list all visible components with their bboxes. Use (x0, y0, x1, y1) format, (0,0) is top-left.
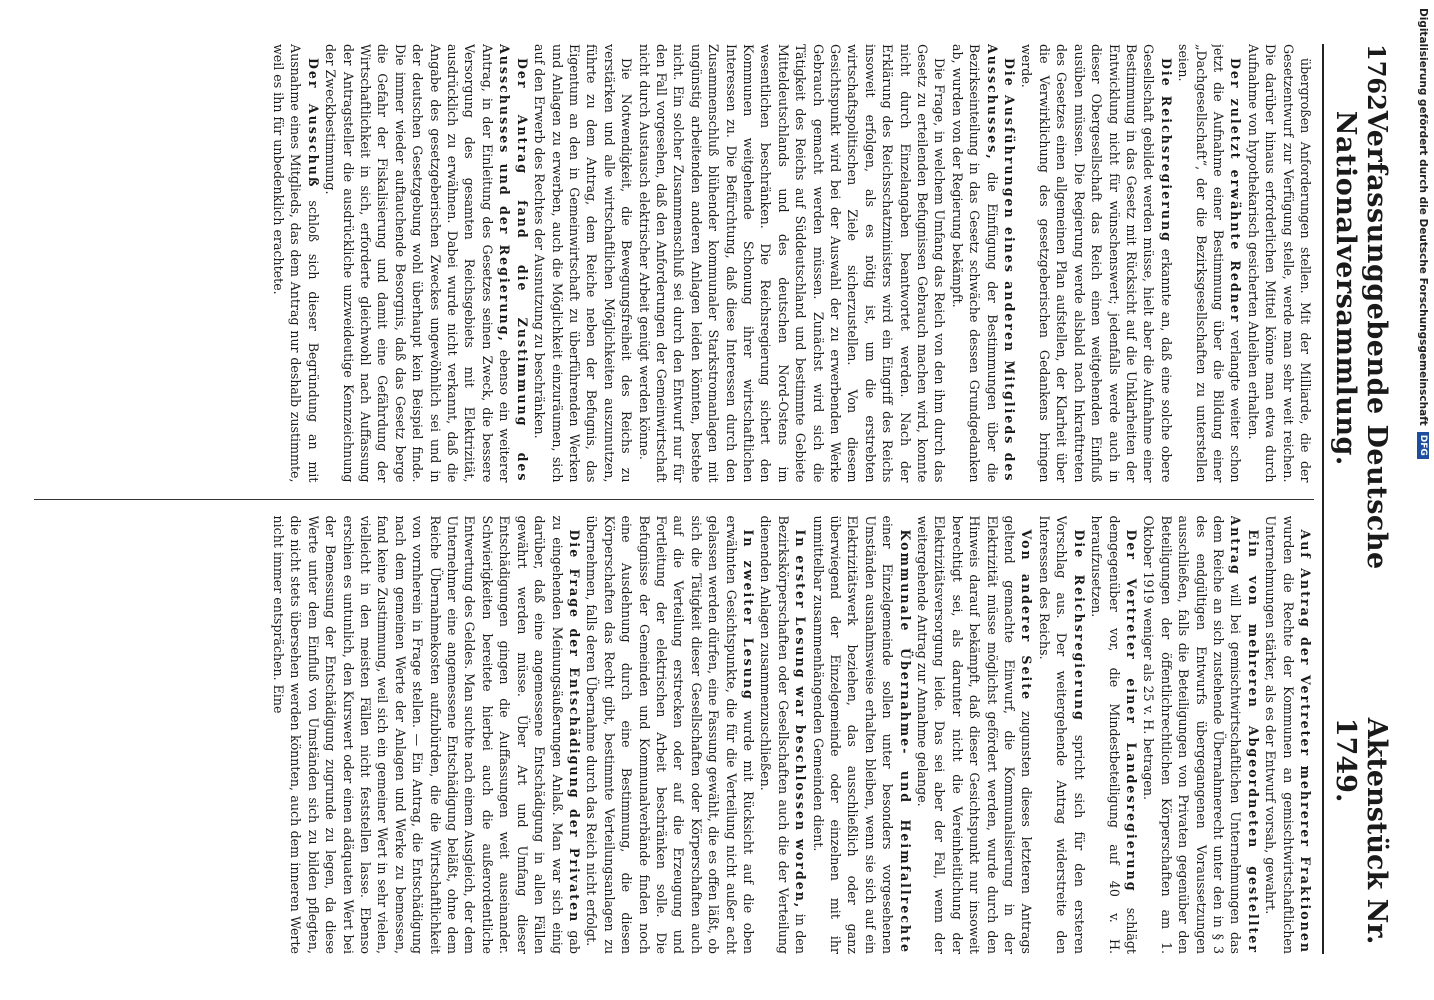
spaced-lead-in: Der zuletzt erwähnte Redner (1228, 58, 1244, 324)
paragraph (270, 44, 322, 483)
paragraph (583, 516, 757, 955)
spaced-lead-in: In zweiter Lesung (741, 529, 756, 701)
running-head-title: Verfassunggebende Deutsche Nationalversammlung. (1330, 110, 1392, 570)
paragraph (270, 516, 583, 955)
paragraph (809, 516, 913, 955)
paragraph (1018, 44, 1175, 483)
spaced-lead-in: Der Vertreter einer Landesregierung (1123, 529, 1139, 893)
spaced-lead-in: Ein von mehreren Abgeordneten gestellter Antrag (1228, 515, 1261, 954)
spaced-lead-in: Der Antrag fand die Zustimmung des Ausschusses und der Regierung, (497, 44, 530, 483)
paragraph-text: verlangte weiter schon jetzt die Aufnahme einer Bestimmung über die Bildung einer „Dachgesellschaft“, der die Bezirksgesellschaften zu unterstellen seien. (1176, 44, 1244, 483)
paragraph-text: gab zu eingehenden Meinungsäußerungen Anlaß. Man war sich einig darüber, daß eine angemessene Entschädigung in allen Fällen gewährt werden müsse. Über Art und Umfang dieser Entschädigungen gingen die Auffassungen weit auseinander. Schwierigkeiten bereitete hierbei auch die außerordentliche Entwertung des Geldes. Man suchte nach einem Ausgleich, der dem Unternehmer eine angemessene Entschädigung beläßt, ohne dem Reiche Übernahmekosten aufzubürden, die die Wirtschaftlichkeit von vornherein in Frage stellen. — Ein Antrag, die Entschädigung nach dem gemeinen Werte der Anlagen und Werke zu bemessen, fand keine Zustimmung, weil sich ein gemeiner Wert in sehr vielen, vielleicht in den meisten Fällen nicht feststellen lasse. Ebenso erschien es untunlich, den Kurswert oder einen adäquaten Wert bei der Bemessung der Entschädigung zugrunde zu legen, da diese Werte unter dem Einfluß von Umständen sich zu bilden pflegten, die nicht stets übersehen werden könnten, auch dem inneren Werte nicht immer entsprächen. Eine (271, 515, 582, 954)
paragraph (1036, 516, 1088, 955)
paragraph (914, 516, 1036, 955)
paragraph-text: Die Frage, in welchem Umfang das Reich von den ihm durch das Gesetz zu erteilenden Befugnissen Gebrauch machen wird, konnte nicht durch Einzelangaben beantwortet werden. Nach der Erklärung des Reichsschatzministers wird ein Eingriff des Reichs insoweit erfolgen, als es nötig ist, um die erstrebten wirtschaftspolitischen Ziele sicherzustellen. Von diesem Gesichtspunkt wird bei der Auswahl der zu erwerbenden Werke Gebrauch gemacht werden müssen. Zunächst wird sich die Tätigkeit des Reichs auf Süddeutschland und bestimmte Gebiete Mitteldeutschlands und des deutschen Nord-Ostens im wesentlichen beschränken. Die Reichsregierung sichert den Kommunen weitgehende Schonung ihrer wirtschaftlichen Interessen zu. Die Befürchtung, daß diese Interessen durch den Zusammenschluß blühender kommunaler Starkstromanlagen mit ungünstig arbeitenden anderen Anlagen leiden könnten, bestehe nicht. Ein solcher Zusammenschluß sei durch den Entwurf nur für den Fall vorgesehen, daß den Anforderungen der Gemeinwirtschaft nicht durch Austausch elektrischer Arbeit genügt werden könne. (636, 44, 948, 483)
credit-text: Digitalisierung gefördert durch die Deutsche Forschungsgemeinschaft (1417, 8, 1429, 426)
paragraph (322, 44, 531, 483)
paragraph-text: ebenso ein weiterer Antrag, in der Einleitung des Gesetzes seinen Zweck, die bessere Versorgung des gesamten Reichsgebiets mit Elektrizität, ausdrücklich zu erwähnen. Dabei wurde nicht verkannt, daß die Angabe des gesetzgeberischen Zweckes ungewöhnlich sei und in der deutschen Gesetzgebung wohl überhaupt kein Beispiel finde. Die immer wieder auftauchende Besorgnis, daß das Gesetz berge die Gefahr der Fiskalisierung und damit eine Gefährdung der Wirtschaftlichkeit in sich, erforderte gleichwohl nach Auffassung der Antragsteller die ausdrückliche unzweideutige Kennzeichnung der Zweckbestimmung. (323, 44, 513, 483)
paragraph (948, 44, 1018, 483)
spaced-lead-in: Auf Antrag der Vertreter mehrerer Fraktionen (1298, 529, 1313, 954)
dfg-logo-icon: DFG (1417, 432, 1429, 459)
paragraph (1175, 44, 1245, 483)
spaced-lead-in: Die Reichsregierung (1158, 58, 1174, 243)
paragraph-text: übergroßen Anforderungen stellen. Mit der Milliarde, die der Gesetzentwurf zur Verfügung stelle, werde man sehr weit reichen. Die darüber hinaus erforderlichen Mittel könne man etwa durch Aufnahme von hypothekarisch gesicherten Anleihen erhalten. (1245, 44, 1313, 483)
paragraph-text: wurde mit Rücksicht auf die oben erwähnten Gesichtspunkte, die für die Verteilung nicht außer acht gelassen werden dürfen, eine Fassung gewählt, die es offen läßt, ob sich die Tätigkeit dieser Gesellschaften oder Körperschaften auch auf die Verteilung erstrecken oder auf die Erzeugung und Fortleitung der elektrischen Arbeit beschränken solle. Die Befugnisse der Gemeinden und Kommunalverbände finden noch eine Ausdehnung durch eine Bestimmung, die diesen Körperschaften das Recht gibt, bestimmte Verteilungsanlagen zu übernehmen, falls deren Übernahme durch das Reich nicht erfolgt. (584, 515, 756, 954)
paragraph (1140, 516, 1262, 955)
column-divider (34, 499, 1314, 500)
paragraph-text: die Einfügung der Bestimmungen über die Bezirkseinteilung in das Gesetz schwäche dessen Grundgedanken ab, wurden von der Regierung bekämpft. (949, 44, 1000, 483)
paragraph (1244, 44, 1314, 483)
spaced-lead-in: Die Ausführungen eines anderen Mitglieds des Ausschusses, (984, 44, 1018, 483)
page-header (1322, 44, 1392, 954)
digitization-credit (1416, 8, 1430, 998)
right-column (34, 516, 1314, 955)
spaced-lead-in: In erster Lesung war beschlossen worden, (793, 529, 809, 910)
paragraph-text: in den Bezirkskörperschaften oder Gesellschaften auch die der Verteilung dienenden Anlagen zusammenzuschließen. (758, 515, 809, 954)
paragraph-text: Die Notwendigkeit, die Bewegungsfreiheit des Reichs zu verstärken und alle wirtschaftlichen Möglichkeiten auszunutzen, führte zu dem Antrag, dem Reiche neben der Befugnis, das Eigentum an den in Gemeinwirtschaft zu überführenden Werken und Anlagen zu erwerben, auch die Möglichkeit einzuräumen, sich auf den Erwerb des Rechtes der Ausnutzung zu beschränken. (532, 44, 635, 483)
paragraph (757, 516, 809, 955)
paragraph (635, 44, 948, 483)
left-column (34, 44, 1314, 483)
running-head-document-number: Aktenstück Nr. 1749. (1330, 717, 1392, 945)
paragraph-text: erkannte an, daß eine solche obere Gesellschaft gebildet werden müsse, hielt aber die Aufnahme einer Bestimmung in das Gesetz mit Rücksicht auf die Unklarheiten der Entwicklung nicht für wünschenswert; jedenfalls werde auch in dieser Obergesellschaft das Reich einen weitgehenden Einfluß ausüben müssen. Die Regierung werde alsbald nach Inkrafttreten des Gesetzes einen allgemeinen Plan aufstellen, der Klarheit über die Verwirklichung des gesetzgeberischen Gedankens bringen werde. (1019, 44, 1174, 483)
spaced-lead-in: Von anderer Seite (1019, 529, 1035, 702)
spaced-lead-in: Die Frage der Entschädigung der Privaten (566, 529, 582, 924)
spaced-lead-in: Die Reichsregierung (1071, 529, 1087, 722)
paragraph-text: zugunsten dieses letzteren Antrags geltend gemachte Einwurf, die Kommunalisierung in der Elektrizität müsse möglichst gefördert werden, wurde durch den Hinweis darauf bekämpft, daß dieser Gesichtspunkt nur insoweit berechtigt sei, als darunter nicht die Vereinheitlichung der Elektrizitätsversorgung leide. Das sei aber der Fall, wenn der weitergehende Antrag zur Annahme gelange. (915, 515, 1035, 954)
paragraph (1088, 516, 1140, 955)
paragraph (531, 44, 635, 483)
spaced-lead-in: Der Ausschuß (305, 58, 321, 189)
spaced-lead-in: Kommunale Übernahme- und Heimfallrechte (897, 529, 913, 954)
paragraph-text: einer Einzelgemeinde sollen unter besonders vorgesehenen Umständen ausnahmsweise erhalten bleiben, wenn sie sich auf ein Elektrizitätswerk beziehen, das ausschließlich oder ganz überwiegend der Einzelgemeinde oder einzelnen mit ihr unmittelbar zusammenhängenden Gemeinden dient. (810, 515, 896, 954)
paragraph (1262, 516, 1314, 955)
page-number: 1762 (1362, 44, 1391, 111)
paragraph-text: will bei gemischtwirtschaftlichen Unternehmungen das dem Reiche an sich zustehende Übernahmerecht unter den in § 3 des endgültigen Entwurfs übergegangenen Voraussetzungen ausschließen, falls die Beteiligungen von Privaten gegenüber den Beteiligungen der öffentlichrechtlichen Körperschaften am 1. Oktober 1919 weniger als 25 v. H. betragen. (1141, 515, 1244, 954)
text-columns (34, 44, 1314, 954)
paragraph-text: wurden die Rechte der Kommunen an gemischtwirtschaftlichen Unternehmungen stärker, als es der Entwurf vorsah, gewahrt. (1263, 515, 1296, 954)
paragraph-text: schloß sich dieser Begründung an mit Ausnahme eines Mitglieds, das dem Antrag nur deshalb zustimmte, weil es ihn für unbedenklich erachtete. (271, 44, 321, 483)
paragraph-text: spricht sich für den ersteren Vorschlag aus. Der weitergehende Antrag widerstreite den Interessen des Reichs. (1036, 515, 1087, 954)
paragraph-text: schlägt demgegenüber vor, die Mindestbeteiligung auf 40 v. H. heraufzusetzen. (1089, 515, 1139, 954)
